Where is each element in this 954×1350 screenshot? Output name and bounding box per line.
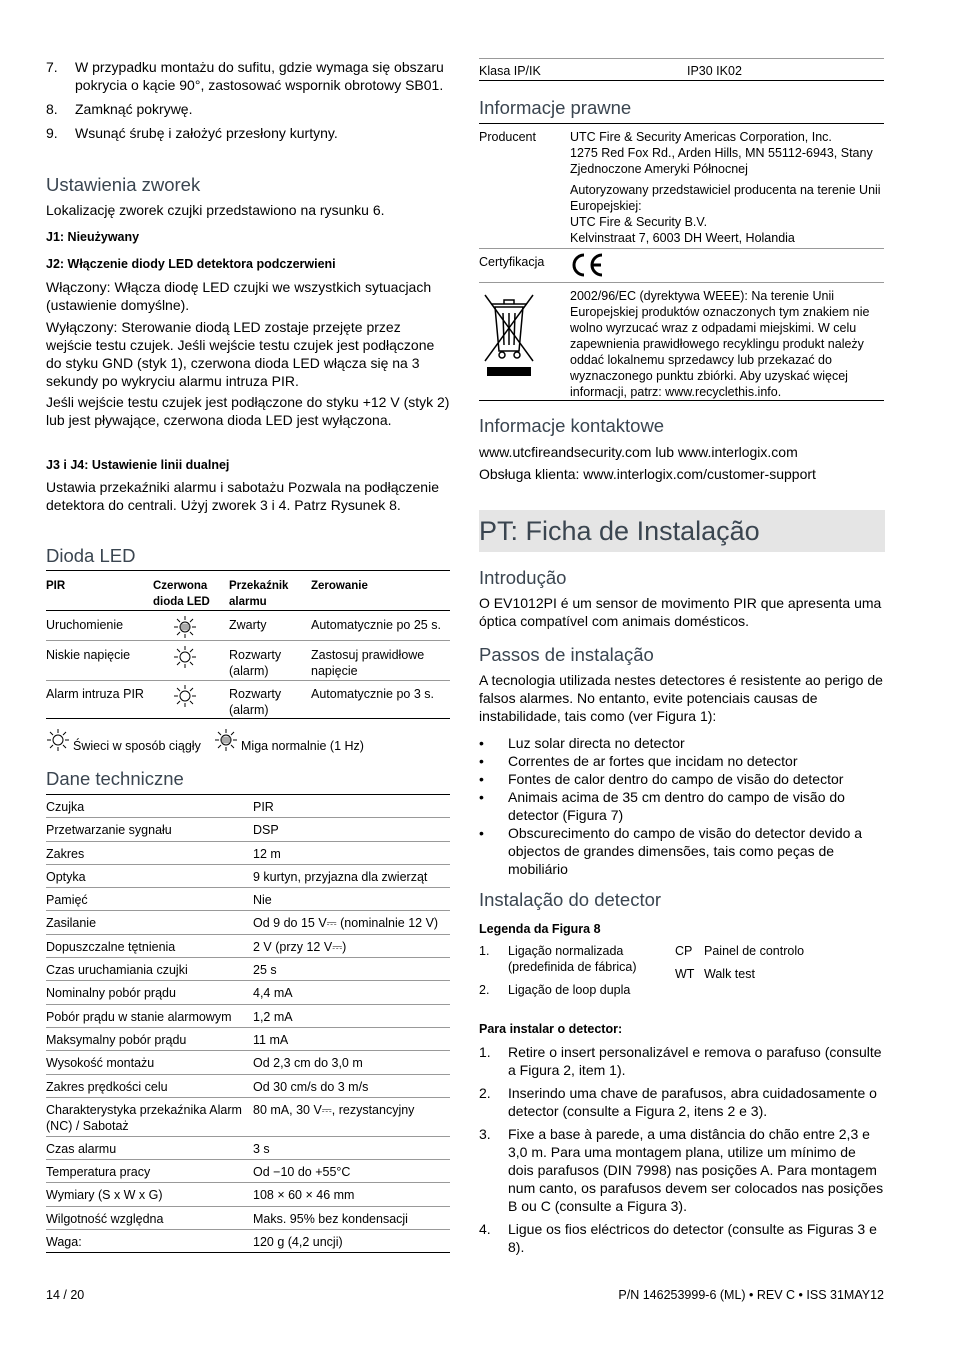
- tech-param-value: 108 × 60 × 46 mm: [253, 1188, 355, 1203]
- table-row: [46, 1160, 450, 1183]
- table-row: [46, 934, 450, 957]
- table-header-row: [46, 571, 450, 611]
- tech-param-label: Przetwarzanie sygnału: [46, 823, 172, 838]
- cert-label: Certyfikacja: [479, 255, 545, 269]
- tech-param-value: 11 mA: [253, 1032, 289, 1047]
- table-row: [46, 818, 450, 841]
- tech-param-value: Nie: [253, 893, 272, 908]
- led-steady-icon: [153, 681, 229, 719]
- contact-support: Obsługa klienta: www.interlogix.com/customer-support: [479, 466, 816, 482]
- producer-cell: [570, 124, 884, 249]
- install-heading: Instalação do detector: [479, 889, 662, 910]
- passos-text: A tecnologia utilizada nestes detectores é resistente ao perigo de falsos alarmes. No entanto, evite potenciais causas de instabilidade, tais como (ver Figura 1):: [479, 672, 883, 724]
- contact-heading: Informacje kontaktowe: [479, 415, 665, 436]
- tech-param-label: Dopuszczalne tętnienia: [46, 939, 176, 954]
- tech-param-value: 12 m: [253, 846, 281, 861]
- weee-text: 2002/96/EC (dyrektywa WEEE): Na terenie Unii Europejskiej produktów oznaczonych tym znakiem nie wolno wyrzucać wraz z odpadami miejskimi. W celu zapewnienia prawidłowego recyklingu produkt należy oddać lokalnemu sprzedawcy lub przekazać do wyznaczonego punktu zbiórki. Aby uzyskać więcej informacji, patrz: www.recyclethis.info.: [570, 289, 870, 399]
- tech-param-label: Maksymalny pobór prądu: [46, 1032, 187, 1047]
- tech-param-label: Temperatura pracy: [46, 1165, 151, 1180]
- list-item: 2. Ligação de loop dupla: [479, 983, 631, 997]
- intro-text: O EV1012PI é um sensor de movimento PIR que apresenta uma óptica compatível com animais domésticos.: [479, 595, 882, 629]
- led-cell-reset: Zastosuj prawidłowe napięcie: [311, 648, 425, 678]
- list-item: CP Painel de controlo: [675, 944, 805, 958]
- contact-websites: www.utcfireandsecurity.com lub www.interlogix.com: [479, 444, 798, 460]
- install-steps-list: [46, 58, 450, 142]
- j2-on-text: Włączony: Włącza diodę LED czujki we wszystkich sytuacjach (ustawienie domyślne).: [46, 279, 432, 313]
- detector-install-steps: [479, 1043, 884, 1256]
- tech-param-label: Zasilanie: [46, 916, 97, 931]
- tech-param-label: Zakres: [46, 846, 85, 861]
- led-heading: Dioda LED: [46, 545, 136, 566]
- list-item: 9. Wsunąć śrubę i założyć przesłony kurtyny.: [46, 125, 338, 141]
- tech-param-label: Pobór prądu w stanie alarmowym: [46, 1009, 232, 1024]
- tech-param-label: Pamięć: [46, 893, 88, 908]
- tech-param-value: Od 9 do 15 V⎓ (nominalnie 12 V): [253, 916, 439, 931]
- tech-param-value: 1,2 mA: [253, 1009, 293, 1024]
- list-item: • Luz solar directa no detector: [479, 735, 685, 751]
- list-item: 4. Ligue os fios eléctricos do detector (consulte as Figuras 3 e 8).: [479, 1221, 877, 1255]
- led-blink-icon: [153, 611, 229, 641]
- j3-text: Ustawia przekaźniki alarmu i sabotażu Pozwala na podłączenie detektora do centrali. Użyj zworek 3 i 4. Patrz Rysunek 8.: [46, 479, 439, 513]
- figure-legend-numbered: [479, 943, 674, 998]
- passos-heading: Passos de instalação: [479, 644, 654, 665]
- list-item: • Fontes de calor dentro do campo de visão do detector: [479, 771, 844, 787]
- tech-param-label: Nominalny pobór prądu: [46, 986, 176, 1001]
- led-cell-pir: Niskie napięcie: [46, 648, 131, 662]
- tech-table: [46, 794, 450, 1253]
- jumpers-heading: Ustawienia zworek: [46, 174, 201, 195]
- table-row: [479, 59, 884, 81]
- tech-param-value: Maks. 95% bez kondensacji: [253, 1211, 408, 1226]
- tech-param-label: Waga:: [46, 1235, 82, 1250]
- tech-param-label: Czas alarmu: [46, 1141, 117, 1156]
- j2-label: J2: Włączenie diody LED detektora podczerwieni: [46, 257, 336, 271]
- led-cell-reset: Automatycznie po 25 s.: [311, 618, 441, 632]
- tech-param-value: 25 s: [253, 963, 277, 978]
- j1-label: J1: Nieużywany: [46, 230, 140, 244]
- legend-steady-text: Świeci w sposób ciągły: [73, 739, 201, 753]
- led-legend: [46, 728, 450, 752]
- table-row: [46, 888, 450, 911]
- tech-param-value: 9 kurtyn, przyjazna dla zwierząt: [253, 869, 428, 884]
- tech-param-value: Od −10 do +55°C: [253, 1165, 351, 1180]
- table-row: [46, 1051, 450, 1074]
- tech-param-value: 80 mA, 30 V⎓, rezystancyjny: [253, 1102, 415, 1117]
- table-row: [479, 124, 884, 249]
- producer-label: Producent: [479, 130, 536, 144]
- legal-table: [479, 123, 884, 401]
- instability-list: [479, 734, 884, 878]
- tech-param-label: Zakres prędkości celu: [46, 1079, 168, 1094]
- tech-param-value: PIR: [253, 800, 274, 814]
- led-steady-icon: [46, 728, 70, 752]
- table-row: [46, 1206, 450, 1229]
- table-row: [46, 1074, 450, 1097]
- tech-param-value: 3 s: [253, 1141, 270, 1156]
- tech-param-value: 4,4 mA: [253, 986, 293, 1001]
- list-item: • Obscurecimento do campo de visão do detector devido a objectos de grandes dimensões, tais como peças de mobiliário: [479, 825, 863, 877]
- table-row: [46, 1027, 450, 1050]
- led-cell-reset: Automatycznie po 3 s.: [311, 687, 434, 701]
- led-cell-relay: Rozwarty (alarm): [229, 687, 282, 717]
- producer-text: UTC Fire & Security Americas Corporation, Inc. 1275 Red Fox Rd., Arden Hills, MN 55112-6943, Stany Zjednoczone Ameryki Północnej: [570, 130, 873, 176]
- weee-bin-icon: [479, 289, 539, 379]
- list-item: 1. Retire o insert personalizável e remova o parafuso (consulte a Figura 2, item 1).: [479, 1044, 882, 1078]
- weee-icon: [479, 283, 570, 401]
- part-number: P/N 146253999-6 (ML) • REV C • ISS 31MAY12: [618, 1288, 884, 1302]
- table-row: [46, 911, 450, 934]
- table-row: [46, 681, 450, 719]
- tech-param-label: Wilgotność względna: [46, 1211, 164, 1226]
- page-title: PT: Ficha de Instalação: [479, 516, 760, 546]
- tech-param-label: Czujka: [46, 800, 85, 814]
- tech-param-value: 120 g (4,2 uncji): [253, 1235, 343, 1250]
- list-item: 3. Fixe a base à parede, a uma distância do chão entre 2,3 e 3,0 m. Para uma montagem plana, utilize um mínimo de dois parafusos (DIN 7998) nas posições A. Para montagem num canto, os parafusos devem ser colocados nas posições B ou C (consulte a Figura 3).: [479, 1126, 884, 1214]
- j2-off2-text: Jeśli wejście testu czujek jest podłączone do styku +12 V (styk 2) lub jest pływające, czerwona dioda LED jest wyłączona.: [46, 394, 450, 428]
- ce-mark-icon-svg: [570, 252, 606, 278]
- led-cell-pir: Uruchomienie: [46, 618, 124, 632]
- tech-param-value: Od 30 cm/s do 3 m/s: [253, 1079, 369, 1094]
- list-item: 7. W przypadku montażu do sufitu, gdzie wymaga się obszaru pokrycia o kącie 90°, zastosować wspornik obrotowy SB01.: [46, 59, 444, 93]
- table-row: [479, 283, 884, 401]
- table-row: [46, 795, 450, 818]
- tech-param-label: Wymiary (S x W x G): [46, 1188, 163, 1203]
- table-row: [46, 864, 450, 887]
- legend-title: Legenda da Figura 8: [479, 922, 601, 936]
- ip-class-value: IP30 IK02: [687, 64, 742, 78]
- j2-off-text: Wyłączony: Sterowanie diodą LED zostaje przejęte przez wejście testu czujek. Jeśli wejście testu czujek jest podłączone do styku GND (styk 1), czerwona dioda LED włącza się na 3 sekundy po wykryciu alarmu intruza PIR.: [46, 319, 435, 389]
- table-row: [46, 1004, 450, 1027]
- table-row: [46, 841, 450, 864]
- table-row: [46, 1097, 450, 1136]
- led-steady-icon: [153, 641, 229, 681]
- table-row: [46, 1183, 450, 1206]
- how-to-install-title: Para instalar o detector:: [479, 1022, 623, 1036]
- list-item: 8. Zamknąć pokrywę.: [46, 101, 193, 117]
- legal-heading: Informacje prawne: [479, 97, 632, 118]
- tech-heading: Dane techniczne: [46, 768, 184, 789]
- tech-param-label: Charakterystyka przekaźnika Alarm (NC) / Sabotaż: [46, 1102, 242, 1133]
- list-item: • Animais acima de 35 cm dentro do campo de visão do detector (Figura 7): [479, 789, 845, 823]
- table-row: [46, 641, 450, 681]
- tech-param-value: Od 2,3 cm do 3,0 m: [253, 1056, 363, 1071]
- tech-param-label: Optyka: [46, 869, 86, 884]
- legend-blink-text: Miga normalnie (1 Hz): [241, 739, 364, 753]
- jumpers-intro: Lokalizację zworek czujki przedstawiono na rysunku 6.: [46, 202, 385, 218]
- led-cell-relay: Rozwarty (alarm): [229, 648, 282, 678]
- representative-text: Autoryzowany przedstawiciel producenta na terenie Unii Europejskiej: UTC Fire & Security B.V. Kelvinstraat 7, 6003 DH Weert, Holandia: [570, 183, 881, 245]
- pt-title-bar: [479, 510, 885, 552]
- col-header-led: Czerwona dioda LED: [153, 580, 210, 608]
- tech-param-value: 2 V (przy 12 V⎓): [253, 939, 347, 954]
- table-row: [46, 611, 450, 641]
- list-item: 1. Ligação normalizada (predefinida de fábrica): [479, 944, 637, 974]
- list-item: WT Walk test: [675, 967, 755, 981]
- tech-param-label: Czas uruchamiania czujki: [46, 963, 188, 978]
- col-header-reset: Zerowanie: [311, 580, 368, 592]
- ip-class-table: [479, 58, 884, 81]
- table-row: [46, 958, 450, 981]
- col-header-relay: Przekaźnik alarmu: [229, 580, 289, 608]
- led-blink-icon: [214, 728, 238, 752]
- table-row: [479, 249, 884, 283]
- ce-mark-icon: [570, 249, 884, 283]
- led-table: [46, 570, 450, 719]
- figure-legend-codes: [675, 943, 884, 982]
- ip-class-label: Klasa IP/IK: [479, 64, 541, 78]
- led-cell-pir: Alarm intruza PIR: [46, 687, 144, 701]
- list-item: • Correntes de ar fortes que incidam no detector: [479, 753, 798, 769]
- j3-label: J3 i J4: Ustawienie linii dualnej: [46, 458, 230, 472]
- table-row: [46, 1230, 450, 1253]
- page-number: 14 / 20: [46, 1288, 85, 1302]
- table-row: [46, 981, 450, 1004]
- col-header-pir: PIR: [46, 580, 66, 592]
- table-row: [46, 1136, 450, 1159]
- intro-heading: Introdução: [479, 567, 567, 588]
- led-cell-relay: Zwarty: [229, 618, 267, 632]
- list-item: 2. Inserindo uma chave de parafusos, abra cuidadosamente o detector (consulte a Figura 2, itens 2 e 3).: [479, 1085, 877, 1119]
- tech-param-value: DSP: [253, 823, 279, 838]
- tech-param-label: Wysokość montażu: [46, 1056, 155, 1071]
